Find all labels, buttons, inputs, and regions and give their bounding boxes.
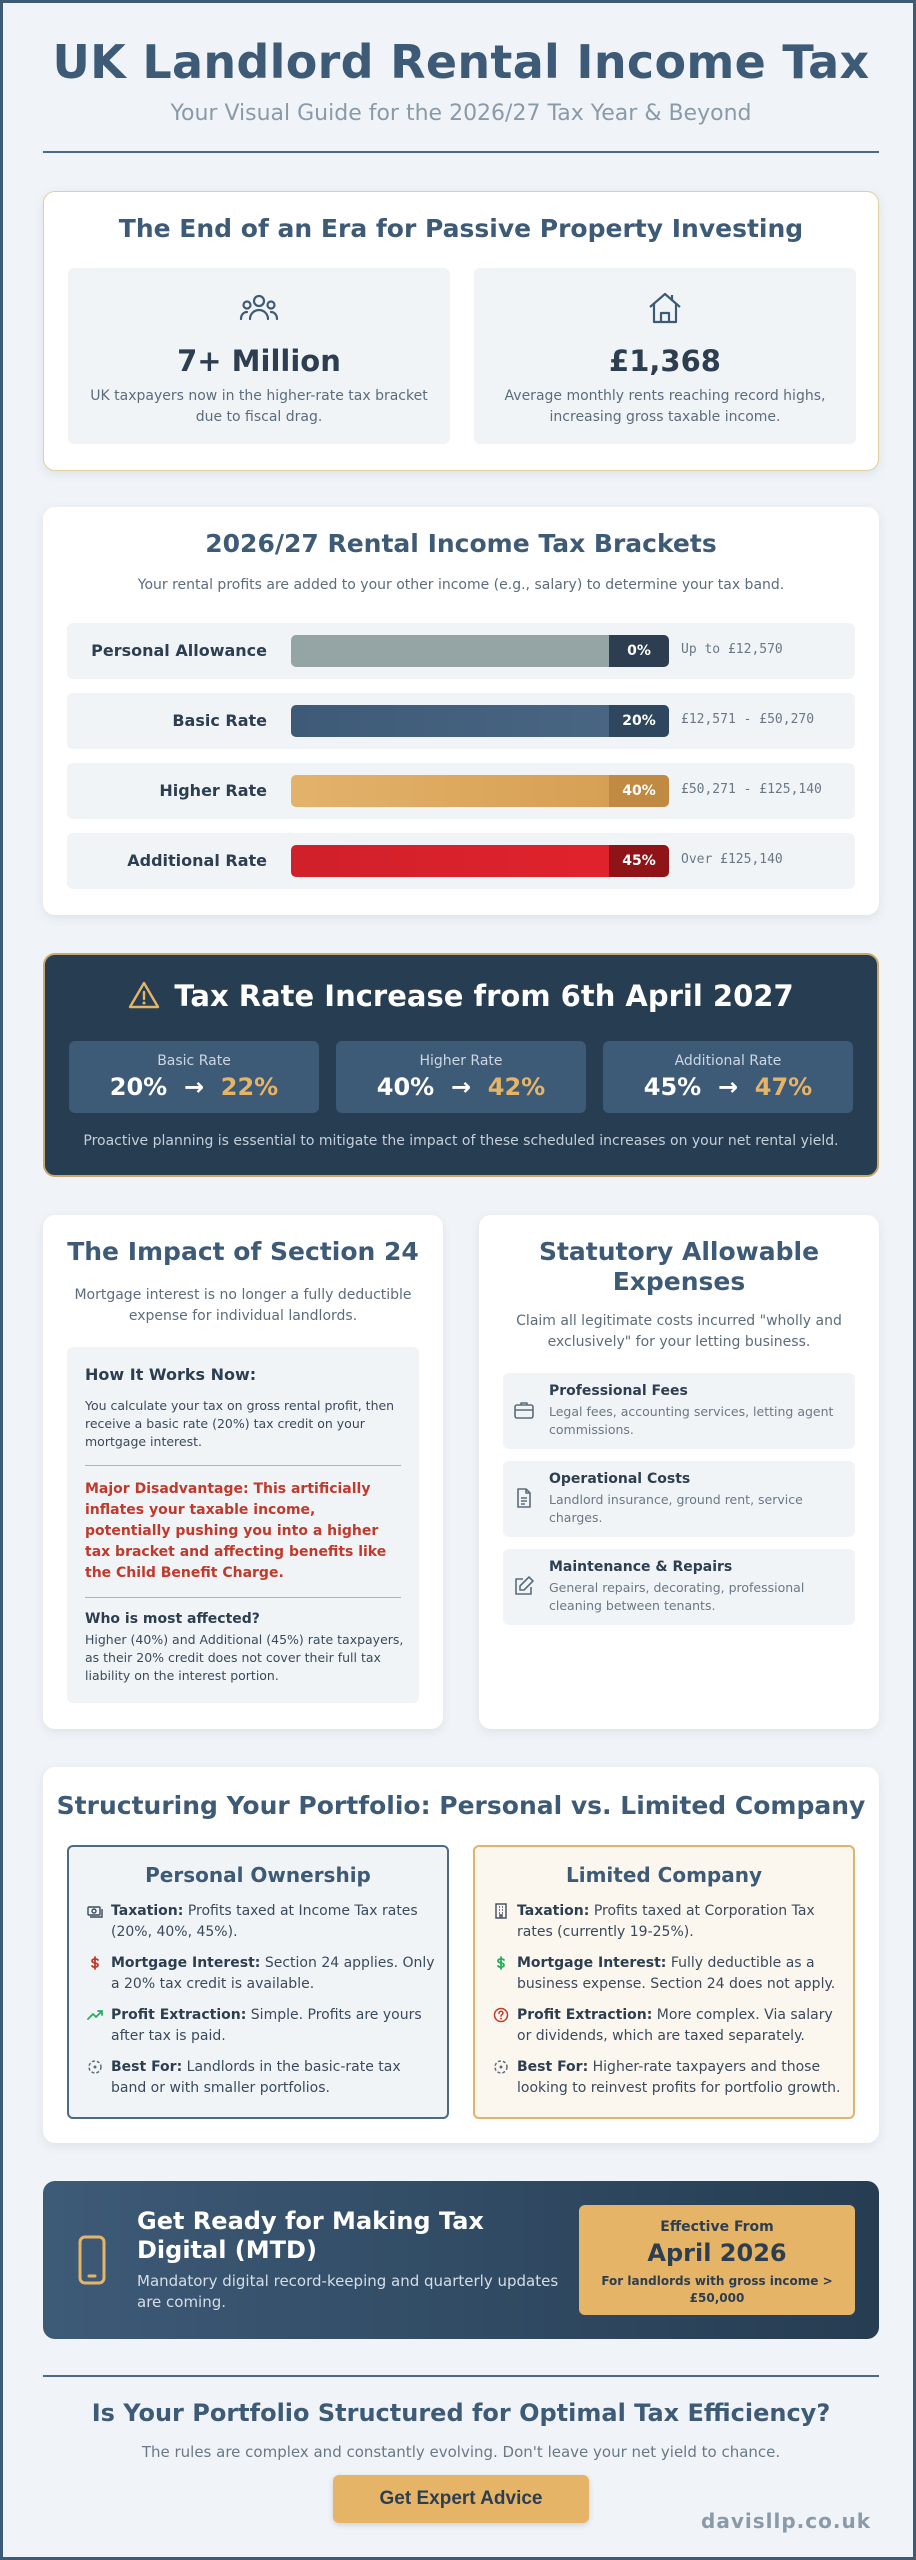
edit-icon [513, 1575, 535, 1597]
eligibility-note: For landlords with gross income > £50,000 [601, 2274, 833, 2305]
personal-item [87, 1901, 437, 1943]
company-title: Limited Company [565, 1863, 763, 1887]
mtd-title: Get Ready for Making Tax Digital (MTD) [137, 2207, 484, 2264]
effective-date: April 2026 [647, 2239, 787, 2267]
increase-title: Tax Rate Increase from 6th April 2027 [174, 979, 794, 1013]
how-heading: How It Works Now: [85, 1365, 257, 1384]
increase-card-basic [69, 1041, 319, 1113]
section24-card [43, 1215, 443, 1729]
warning-icon [128, 980, 160, 1010]
new-rate: 42% [487, 1073, 546, 1101]
bracket-row-higher [67, 763, 855, 819]
company-item [493, 1901, 843, 1943]
section24-intro: Mortgage interest is no longer a fully deductible expense for individual landlords. [74, 1287, 412, 1324]
bracket-name: Personal Allowance [91, 641, 267, 660]
page-subtitle: Your Visual Guide for the 2026/27 Tax Year & Beyond [170, 101, 752, 126]
item-text: Simple. Profits are yours after tax is paid. [111, 2007, 422, 2044]
cta-question: Is Your Portfolio Structured for Optimal Tax Efficiency? [91, 2399, 831, 2427]
house-icon [645, 288, 685, 328]
expense-description: Legal fees, accounting services, letting agent commissions. [549, 1404, 834, 1437]
briefcase-icon [513, 1399, 535, 1421]
increase-label: Basic Rate [157, 1053, 231, 1069]
bracket-name: Basic Rate [172, 711, 267, 730]
arrow-icon: → [450, 1073, 472, 1101]
expenses-intro: Claim all legitimate costs incurred "wholly and exclusively" for your letting business. [516, 1313, 842, 1350]
mtd-banner [43, 2181, 879, 2339]
increase-note: Proactive planning is essential to mitigate the impact of these scheduled increases on your net rental yield. [83, 1133, 839, 1149]
increase-card-additional [603, 1041, 853, 1113]
bracket-row-additional [67, 833, 855, 889]
structure-section [43, 1767, 879, 2143]
bracket-bar [291, 845, 669, 877]
item-text: Fully deductible as a business expense. Section 24 does not apply. [517, 1955, 836, 1992]
stat-card-rent [474, 268, 856, 444]
stat-value: £1,368 [609, 344, 721, 378]
item-text: Landlords in the basic-rate tax band or with smaller portfolios. [111, 2059, 401, 2096]
money-icon [87, 1903, 103, 1919]
brackets-title: 2026/27 Rental Income Tax Brackets [205, 529, 717, 558]
personal-item [87, 1953, 437, 1995]
expense-description: General repairs, decorating, professional cleaning between tenants. [549, 1580, 805, 1613]
expense-name: Professional Fees [549, 1383, 688, 1399]
item-label: Mortgage Interest: [111, 1955, 261, 1971]
bracket-rate-badge: 45% [609, 845, 669, 877]
dollar-up-icon [493, 1955, 509, 1971]
website-link[interactable]: davisllp.co.uk [701, 2509, 871, 2533]
section24-details [67, 1347, 419, 1703]
expense-name: Maintenance & Repairs [549, 1559, 733, 1575]
stat-description: Average monthly rents reaching record highs, increasing gross taxable income. [504, 388, 826, 425]
document-icon [513, 1487, 535, 1509]
increase-label: Additional Rate [674, 1053, 782, 1069]
expense-description: Landlord insurance, ground rent, service charges. [549, 1492, 803, 1525]
item-text: Profits taxed at Income Tax rates (20%, 40%, 45%). [111, 1903, 418, 1940]
bracket-range: £50,271 - £125,140 [681, 782, 822, 797]
expenses-title: Statutory Allowable Expenses [538, 1237, 820, 1296]
personal-item [87, 2005, 437, 2047]
how-text: You calculate your tax on gross rental profit, then receive a basic rate (20%) tax credit on your mortgage interest. [85, 1398, 395, 1449]
bracket-rate-badge: 0% [609, 635, 669, 667]
dollar-down-icon [87, 1955, 103, 1971]
increase-label: Higher Rate [419, 1053, 503, 1069]
old-rate: 40% [376, 1073, 435, 1101]
item-label: Taxation: [517, 1903, 590, 1919]
personal-title: Personal Ownership [145, 1863, 371, 1887]
arrow-icon: → [717, 1073, 739, 1101]
item-label: Best For: [517, 2059, 589, 2075]
brackets-note: Your rental profits are added to your other income (e.g., salary) to determine your tax band. [137, 577, 785, 593]
personal-item [87, 2057, 437, 2099]
footer-divider [43, 2375, 879, 2377]
company-item [493, 1953, 843, 1995]
bracket-range: Up to £12,570 [681, 642, 783, 657]
mtd-effective-badge [579, 2205, 855, 2315]
bracket-row-basic [67, 693, 855, 749]
item-label: Profit Extraction: [111, 2007, 247, 2023]
old-rate: 20% [109, 1073, 168, 1101]
old-rate: 45% [643, 1073, 702, 1101]
who-text: Higher (40%) and Additional (45%) rate taxpayers, as their 20% credit does not cover their full tax liability on the interest portion. [85, 1632, 404, 1683]
mtd-description: Mandatory digital record-keeping and quarterly updates are coming. [137, 2272, 559, 2311]
people-icon [239, 288, 279, 328]
section24-title: The Impact of Section 24 [67, 1237, 419, 1266]
new-rate: 47% [754, 1073, 813, 1101]
item-text: More complex. Via salary or dividends, which are taxed separately. [517, 2007, 833, 2044]
expense-name: Operational Costs [549, 1471, 691, 1487]
target-icon [493, 2059, 509, 2075]
disadvantage-warning: Major Disadvantage: This artificially inflates your taxable income, potentially pushing you into a higher tax bracket and affecting benefits like the Child Benefit Charge. [85, 1481, 387, 1581]
era-section [43, 191, 879, 471]
trend-up-icon [87, 2007, 103, 2023]
item-label: Mortgage Interest: [517, 1955, 667, 1971]
bracket-bar [291, 775, 669, 807]
company-item [493, 2057, 843, 2099]
personal-ownership-box [67, 1845, 449, 2119]
stat-card-taxpayers [68, 268, 450, 444]
stat-value: 7+ Million [177, 344, 341, 378]
smartphone-icon [77, 2235, 107, 2285]
header-divider [43, 151, 879, 153]
who-heading: Who is most affected? [85, 1611, 260, 1627]
bracket-name: Higher Rate [159, 781, 267, 800]
increase-card-higher [336, 1041, 586, 1113]
increase-values [336, 1073, 586, 1101]
item-text: Higher-rate taxpayers and those looking to reinvest profits for portfolio growth. [517, 2059, 841, 2096]
increase-heading [45, 979, 877, 1013]
stat-description: UK taxpayers now in the higher-rate tax bracket due to fiscal drag. [90, 388, 428, 425]
building-icon [493, 1903, 509, 1919]
increase-values [69, 1073, 319, 1101]
expense-item-operational [503, 1461, 855, 1537]
item-text: Section 24 applies. Only a 20% tax credit is available. [111, 1955, 435, 1992]
question-icon [493, 2007, 509, 2023]
bracket-row-personal [67, 623, 855, 679]
limited-company-box [473, 1845, 855, 2119]
item-label: Taxation: [111, 1903, 184, 1919]
bracket-range: £12,571 - £50,270 [681, 712, 815, 727]
expense-item-maintenance [503, 1549, 855, 1625]
page-title: UK Landlord Rental Income Tax [52, 35, 870, 89]
target-icon [87, 2059, 103, 2075]
bracket-bar [291, 635, 669, 667]
get-expert-advice-button[interactable]: Get Expert Advice [333, 2475, 589, 2523]
divider [85, 1597, 401, 1598]
divider [85, 1465, 401, 1466]
increase-values [603, 1073, 853, 1101]
rate-increase-section [43, 953, 879, 1177]
bracket-name: Additional Rate [127, 851, 267, 870]
expenses-card [479, 1215, 879, 1729]
item-text: Profits taxed at Corporation Tax rates (currently 19-25%). [517, 1903, 815, 1940]
item-label: Best For: [111, 2059, 183, 2075]
arrow-icon: → [183, 1073, 205, 1101]
bracket-range: Over £125,140 [681, 852, 783, 867]
cta-subtitle: The rules are complex and constantly evolving. Don't leave your net yield to chance. [141, 2443, 781, 2461]
company-item [493, 2005, 843, 2047]
bracket-rate-badge: 40% [609, 775, 669, 807]
bracket-bar [291, 705, 669, 737]
bracket-rate-badge: 20% [609, 705, 669, 737]
brackets-section [43, 507, 879, 915]
item-label: Profit Extraction: [517, 2007, 653, 2023]
new-rate: 22% [220, 1073, 279, 1101]
expense-item-professional [503, 1373, 855, 1449]
structure-title: Structuring Your Portfolio: Personal vs. Limited Company [56, 1791, 866, 1820]
effective-label: Effective From [660, 2219, 774, 2235]
era-title: The End of an Era for Passive Property Investing [118, 214, 804, 243]
